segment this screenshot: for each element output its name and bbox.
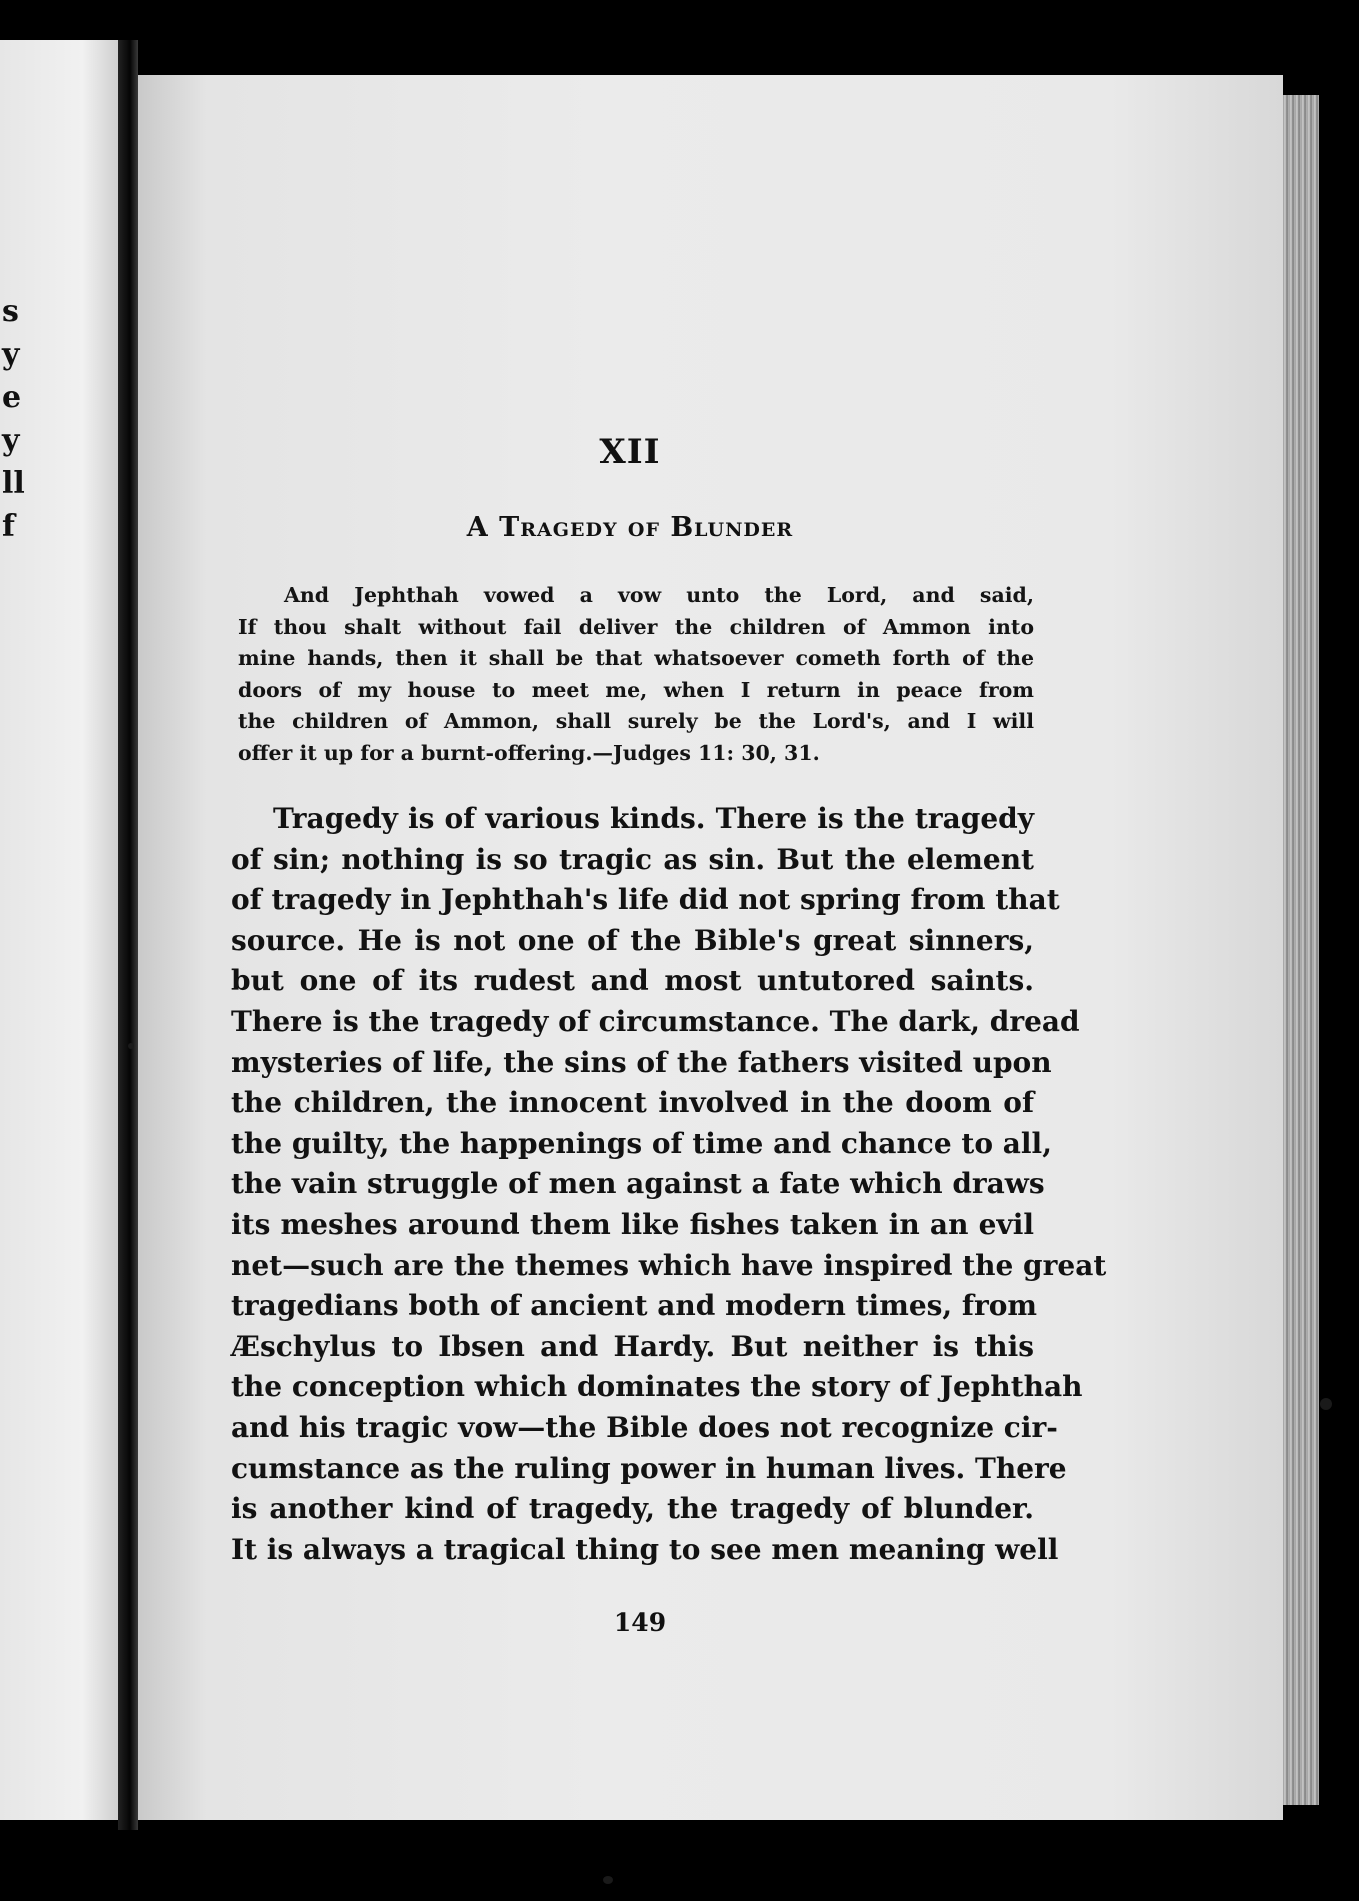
epigraph-line: offer it up for a burnt-offering.—Judges 11: 30, 31. <box>238 740 820 765</box>
body-line: its meshes around them like fishes taken in an evil <box>231 1207 1034 1241</box>
body-line: of sin; nothing is so tragic as sin. But the element <box>231 842 1034 876</box>
page-number: 149 <box>613 1608 667 1637</box>
body-paragraph <box>231 799 1107 1570</box>
body-line: the guilty, the happenings of time and chance to all, <box>231 1126 1052 1160</box>
left-page-letter: e <box>2 380 22 415</box>
body-line: tragedians both of ancient and modern times, from <box>231 1289 1037 1323</box>
left-page-letter: y <box>2 337 20 372</box>
body-line: the children, the innocent involved in the doom of <box>231 1086 1034 1120</box>
body-line: and his tragic vow—the Bible does not recognize cir- <box>231 1410 1058 1444</box>
body-line: but one of its rudest and most untutored saints. <box>231 964 1034 998</box>
epigraph-line: the children of Ammon, shall surely be the Lord's, and I will <box>238 709 1034 733</box>
scan-speck <box>128 1043 134 1049</box>
body-line: cumstance as the ruling power in human lives. There <box>231 1451 1067 1485</box>
epigraph <box>238 580 1034 769</box>
body-line: Æschylus to Ibsen and Hardy. But neither is this <box>231 1329 1034 1363</box>
body-line: net—such are the themes which have inspired the great <box>231 1248 1107 1282</box>
chapter-title: A Tragedy of Blunder <box>466 512 794 543</box>
epigraph-line: If thou shalt without fail deliver the children of Ammon into <box>238 614 1034 639</box>
body-line: It is always a tragical thing to see men meaning well <box>231 1532 1059 1566</box>
epigraph-line: mine hands, then it shall be that whatsoever cometh forth of the <box>238 646 1034 670</box>
body-line: the vain struggle of men against a fate which draws <box>231 1167 1045 1201</box>
epigraph-line: doors of my house to meet me, when I return in peace from <box>238 677 1034 702</box>
left-page-letter: f <box>2 509 15 544</box>
body-line: is another kind of tragedy, the tragedy of blunder. <box>231 1492 1034 1526</box>
scan-speck <box>603 1876 613 1884</box>
left-page-letter: y <box>2 423 20 458</box>
chapter-number: XII <box>599 432 661 472</box>
body-line: of tragedy in Jephthah's life did not spring from that <box>231 883 1060 917</box>
body-line: There is the tragedy of circumstance. The dark, dread <box>231 1004 1080 1038</box>
body-line: the conception which dominates the story of Jephthah <box>231 1370 1083 1404</box>
body-line: Tragedy is of various kinds. There is the tragedy <box>273 802 1034 835</box>
body-line: source. He is not one of the Bible's great sinners, <box>231 923 1034 957</box>
left-page-letter: s <box>2 294 19 329</box>
epigraph-line: And Jephthah vowed a vow unto the Lord, and said, <box>284 583 1034 607</box>
left-page-letter: ll <box>2 466 25 501</box>
body-line: mysteries of life, the sins of the fathers visited upon <box>231 1045 1052 1079</box>
scan-speck <box>1320 1398 1332 1410</box>
